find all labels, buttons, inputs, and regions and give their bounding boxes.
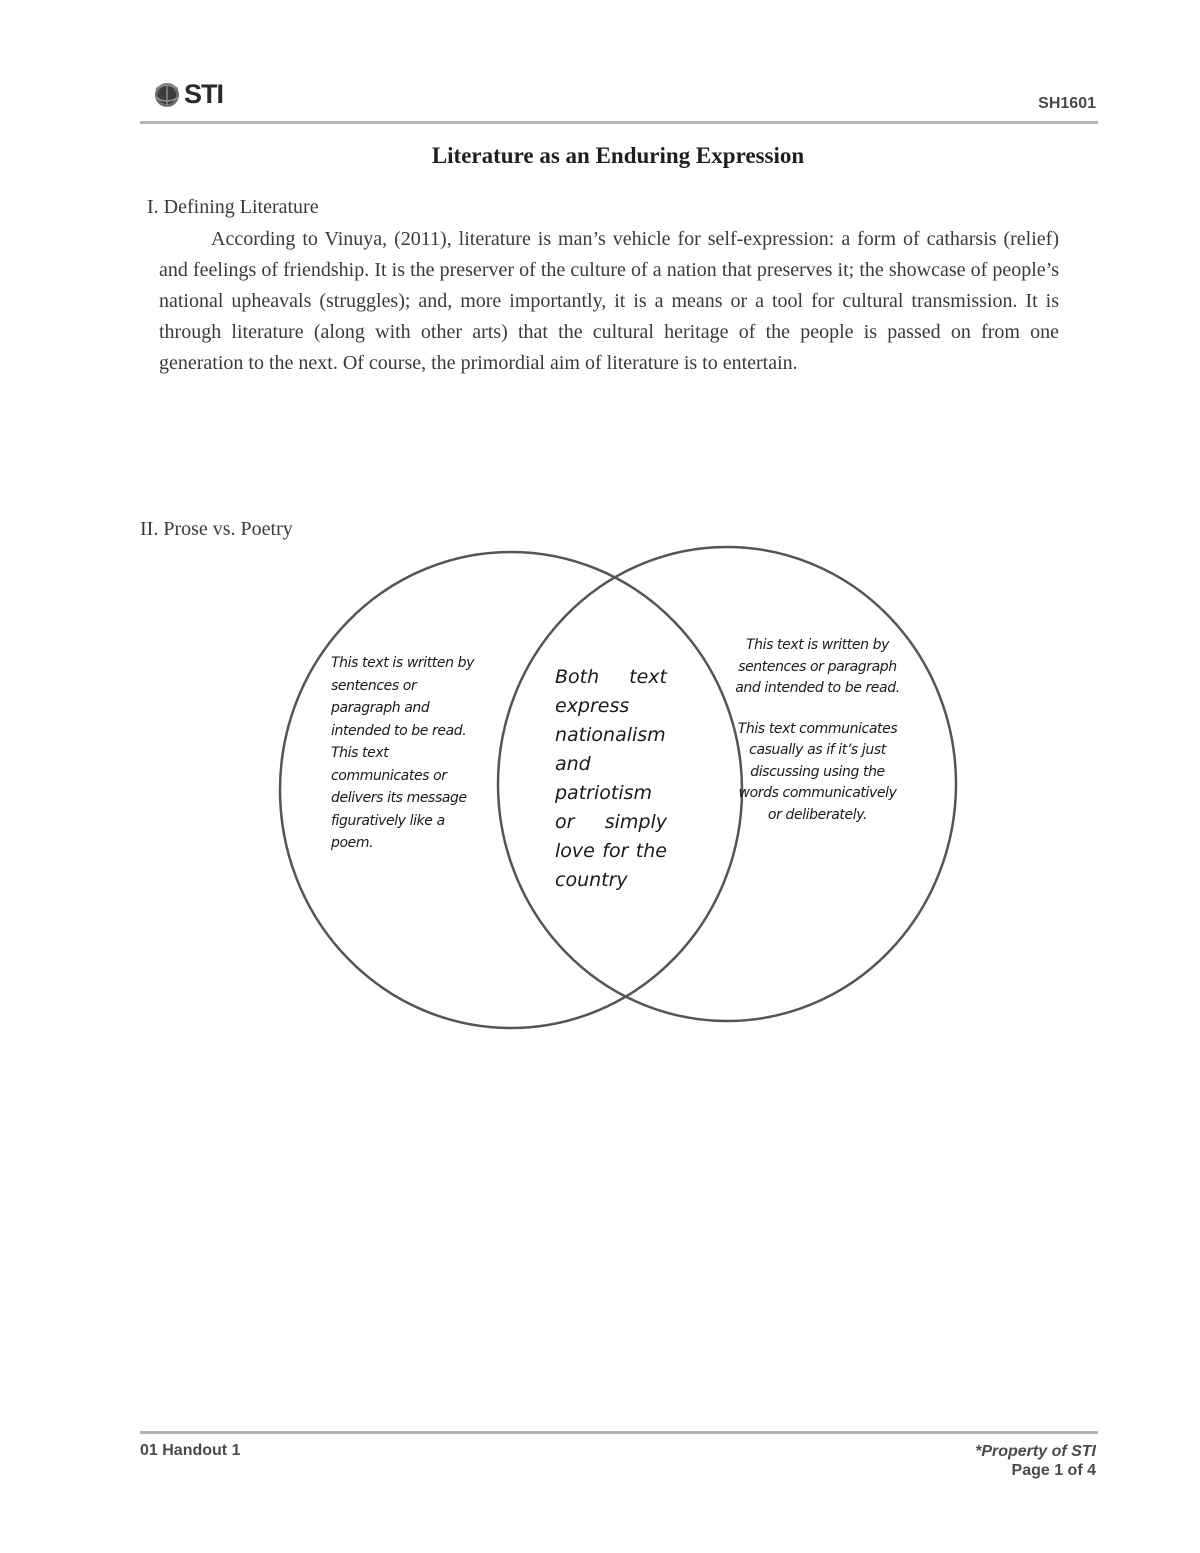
- footer-property: *Property of STI: [975, 1443, 1096, 1460]
- venn-right-text-part1: This text is written by sentences or paragraph and intended to be read.: [735, 637, 900, 696]
- venn-right-text-part2: This text communicates casually as if it’s just discussing using the words communicatively or deliberately.: [737, 720, 898, 823]
- venn-left-description: This text is written by sentences or paragraph and intended to be read. This text communicates or delivers its message figuratively like a poem.: [331, 655, 475, 851]
- footer-rule: [140, 1431, 1098, 1434]
- venn-center-description: Both text express nationalism and patriotism or simply love for the country: [555, 666, 667, 891]
- document-code: SH1601: [1038, 95, 1096, 112]
- footer-handout-label: 01 Handout 1: [140, 1442, 241, 1459]
- venn-right-description: [730, 635, 905, 826]
- section-heading-defining-literature: I. Defining Literature: [147, 196, 319, 218]
- sti-logo: [152, 76, 223, 112]
- section-heading-prose-vs-poetry: II. Prose vs. Poetry: [140, 518, 293, 540]
- footer-page-number: Page 1 of 4: [1011, 1462, 1096, 1479]
- logo-text: STI: [184, 78, 224, 109]
- logo-globe-icon: [152, 77, 182, 111]
- header-rule: [140, 121, 1098, 124]
- footer-right: [975, 1442, 1096, 1480]
- definition-paragraph: According to Vinuya, (2011), literature is man’s vehicle for self-expression: a form of catharsis (relief) and feelings of friendship. It is the preserver of the culture of a nation that preserves it; the showcase of people’s national upheavals (struggles); and, more importantly, it is a means or a tool for cultural transmission. It is through literature (along with other arts) that the cultural heritage of the people is passed on from one generation to the next. Of course, the primordial aim of literature is to entertain.: [159, 228, 1059, 374]
- page-title: Literature as an Enduring Expression: [431, 143, 805, 168]
